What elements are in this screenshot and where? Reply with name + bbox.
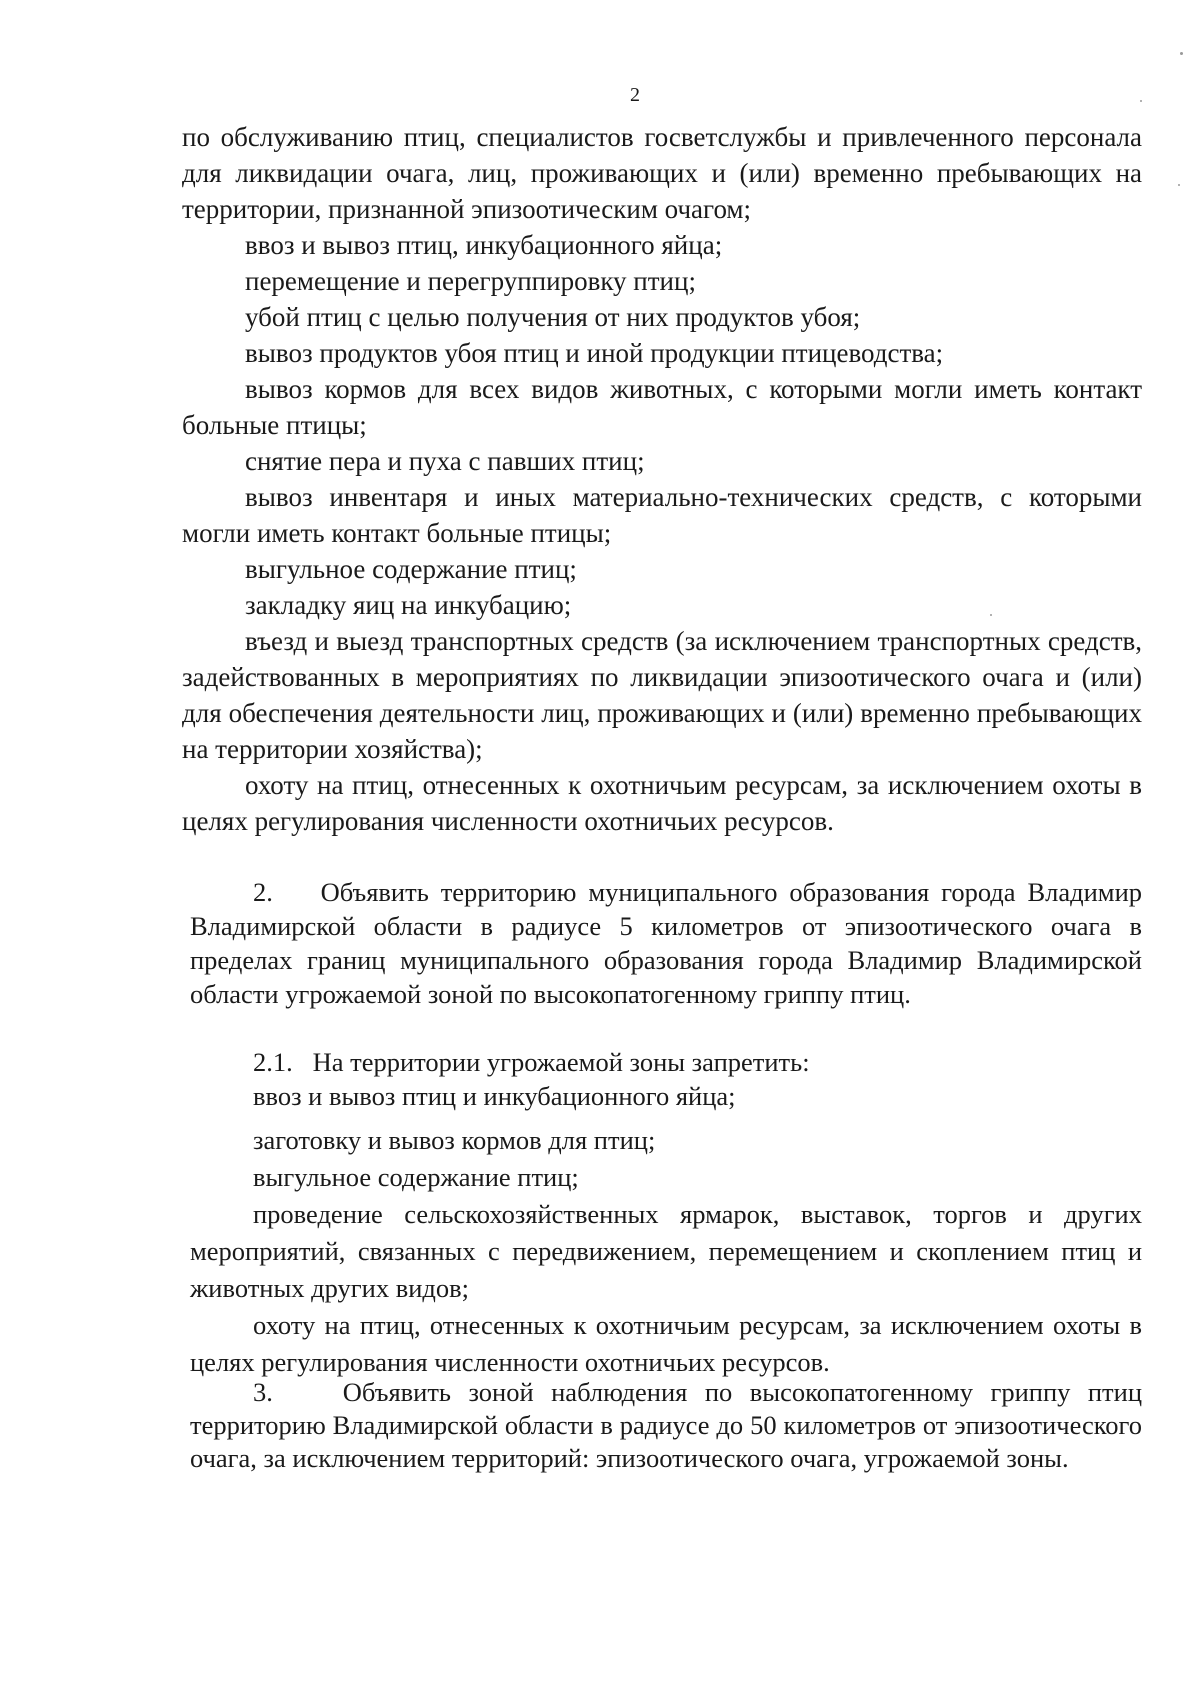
scan-speck xyxy=(1140,100,1142,102)
scan-speck xyxy=(990,614,992,616)
section-2-1 xyxy=(190,1045,1142,1113)
scan-speck xyxy=(1180,52,1183,55)
list-item: закладку яиц на инкубацию; xyxy=(245,590,572,620)
paragraph-continuation: по обслуживанию птиц, специалистов госветслужбы и привлеченного персонала для ликвидации очага, лиц, проживающих и (или) временно пребывающих на территории, признанной эпизоотическим очагом; xyxy=(182,122,1142,224)
list-item: выгульное содержание птиц; xyxy=(245,554,577,584)
section-3-paragraph: 3. Объявить зоной наблюдения по высокопатогенному гриппу птиц территорию Владимирской области в радиусе до 50 километров от эпизоотического очага, за исключением территорий: эпизоотического очага, угрожаемой зоны. xyxy=(190,1377,1142,1473)
section-2 xyxy=(190,875,1142,1011)
section-2-1-heading: 2.1. На территории угрожаемой зоны запретить: xyxy=(253,1047,810,1077)
list-item: ввоз и вывоз птиц, инкубационного яйца; xyxy=(245,230,723,260)
section-3 xyxy=(190,1376,1142,1475)
list-item: выгульное содержание птиц; xyxy=(253,1162,579,1192)
list-item: убой птиц с целью получения от них продуктов убоя; xyxy=(245,302,861,332)
list-item: вывоз инвентаря и иных материально-технических средств, с которыми могли иметь контакт больные птицы; xyxy=(182,482,1142,548)
page-number: 2 xyxy=(630,84,640,106)
list-item: заготовку и вывоз кормов для птиц; xyxy=(253,1125,656,1155)
list-item: проведение сельскохозяйственных ярмарок, выставок, торгов и других мероприятий, связанных с передвижением, перемещением и скоплением птиц и животных других видов; xyxy=(190,1199,1142,1303)
list-item: въезд и выезд транспортных средств (за исключением транспортных средств, задействованных в мероприятиях по ликвидации эпизоотического очага и (или) для обеспечения деятельности лиц, проживающих и (или) временно пребывающих на территории хозяйства); xyxy=(182,626,1142,764)
prohibitions-list-continued xyxy=(182,119,1142,839)
list-item: снятие пера и пуха с павших птиц; xyxy=(245,446,645,476)
scan-speck xyxy=(1178,184,1180,186)
list-item: ввоз и вывоз птиц и инкубационного яйца; xyxy=(253,1081,736,1111)
list-item: перемещение и перегруппировку птиц; xyxy=(245,266,696,296)
threatened-zone-prohibitions xyxy=(190,1122,1142,1381)
list-item: охоту на птиц, отнесенных к охотничьим ресурсам, за исключением охоты в целях регулирования численности охотничьих ресурсов. xyxy=(190,1310,1142,1377)
section-2-paragraph: 2. Объявить территорию муниципального образования города Владимир Владимирской области в радиусе 5 километров от эпизоотического очага в пределах границ муниципального образования города Владимир Владимирской области угрожаемой зоной по высокопатогенному гриппу птиц. xyxy=(190,877,1142,1009)
list-item: вывоз кормов для всех видов животных, с которыми могли иметь контакт больные птицы; xyxy=(182,374,1142,440)
list-item: охоту на птиц, отнесенных к охотничьим ресурсам, за исключением охоты в целях регулирования численности охотничьих ресурсов. xyxy=(182,770,1142,836)
list-item: вывоз продуктов убоя птиц и иной продукции птицеводства; xyxy=(245,338,944,368)
